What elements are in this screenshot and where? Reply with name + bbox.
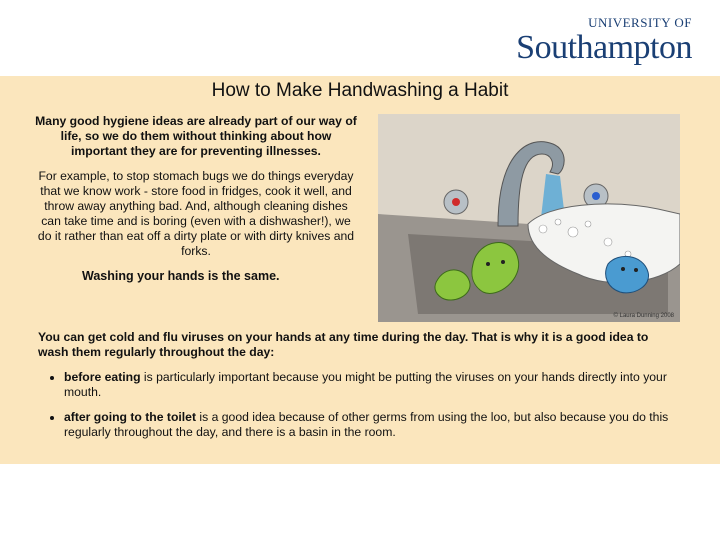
bullet-item: [64, 370, 678, 400]
intro-text: [34, 114, 358, 294]
image-credit: © Laura Dunning 2008: [613, 313, 674, 319]
bullet-lead: after going to the toilet: [64, 410, 197, 424]
logo-university-of: UNIVERSITY OF: [588, 15, 692, 30]
blue-germ-icon: [606, 256, 649, 292]
logo-name: Southampton: [516, 29, 692, 66]
bullet-item: [64, 410, 678, 440]
intro-example: For example, to stop stomach bugs we do things everyday that we know work - store food in fridges, cook it well, and throw away anything bad. And, although cleaning dishes can take time and is boring (even with a dishwasher!), we do it rather than eat off a dirty plate or with dirty knives and forks.: [37, 169, 355, 258]
hot-tap-icon: [444, 190, 468, 214]
bullet-text: is a good idea because of other germs from using the loo, but also because you do this regularly throughout the day, and there is a basin in the room.: [64, 410, 669, 439]
body-text: [38, 330, 678, 450]
slide-title: How to Make Handwashing a Habit: [211, 80, 509, 101]
handwashing-drawing: [378, 114, 680, 322]
bullet-text: is particularly important because you might be putting the viruses on your hands directly into your mouth.: [64, 370, 667, 399]
intro-lead: Many good hygiene ideas are already part of our way of life, so we do them without thinking about how important they are for preventing illnesses.: [35, 114, 357, 158]
content-panel: [0, 76, 720, 464]
body-intro: You can get cold and flu viruses on your hands at any time during the day. That is why it is a good idea to wash them regularly throughout the day:: [38, 330, 649, 359]
same-line: Washing your hands is the same.: [82, 269, 280, 283]
bullet-list: [38, 370, 678, 440]
handwashing-illustration: [378, 114, 680, 322]
bullet-lead: before eating: [64, 370, 141, 384]
university-logo: [516, 16, 692, 66]
